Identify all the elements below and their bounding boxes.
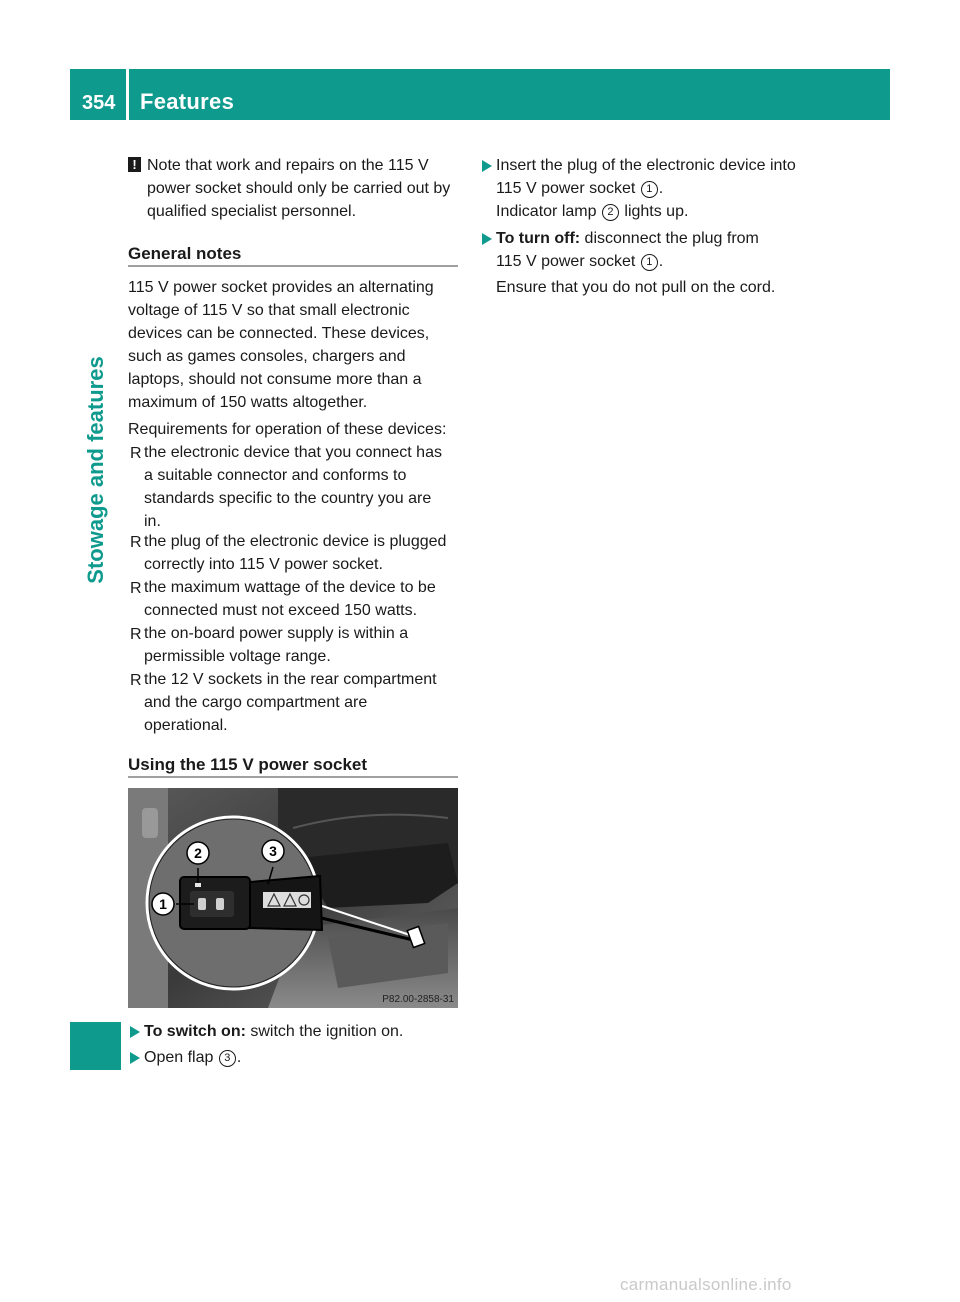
bullet-marker: R — [130, 580, 142, 597]
para-line: voltage of 115 V so that small electronic — [128, 302, 410, 319]
step-open-flap: Open flap 3 . — [144, 1049, 242, 1066]
callout-1: 1 — [159, 896, 167, 912]
bullet-line: the electronic device that you connect has — [144, 444, 442, 461]
bullet-line: the 12 V sockets in the rear compartment — [144, 671, 437, 688]
insert-plug-line-2: 115 V power socket 1 . — [496, 180, 664, 197]
using-socket-heading: Using the 115 V power socket — [128, 755, 368, 774]
heading-rule — [128, 265, 458, 267]
note-line-1: Note that work and repairs on the 115 V — [147, 157, 429, 174]
warning-icon: ! — [128, 157, 141, 172]
insert-plug-line-1: Insert the plug of the electronic device into — [496, 157, 796, 174]
heading-rule — [128, 776, 458, 778]
callout-3: 3 — [269, 843, 277, 859]
callout-2: 2 — [194, 845, 202, 861]
bullet-line: standards specific to the country you are — [144, 490, 432, 507]
bullet-marker: R — [130, 672, 142, 689]
bullet-line: the plug of the electronic device is plugged — [144, 533, 447, 550]
side-tab-label: Stowage and features — [83, 356, 108, 584]
section-title: Features — [140, 89, 235, 114]
step-arrow-icon — [482, 233, 492, 245]
bullet-marker: R — [130, 626, 142, 643]
bullet-line: in. — [144, 513, 161, 530]
step-arrow-icon — [130, 1052, 140, 1064]
step-arrow-icon — [482, 160, 492, 172]
note-line-3: qualified specialist personnel. — [147, 203, 357, 220]
para-line: 115 V power socket provides an alternating — [128, 279, 434, 296]
bullet-line: a suitable connector and conforms to — [144, 467, 407, 484]
note-line-2: power socket should only be carried out by — [147, 180, 451, 197]
bullet-line: permissible voltage range. — [144, 648, 331, 665]
indicator-lamp-line: Indicator lamp 2 lights up. — [496, 203, 689, 220]
bullet-line: correctly into 115 V power socket. — [144, 556, 383, 573]
page-number: 354 — [82, 92, 116, 114]
watermark: carmanualsonline.info — [620, 1275, 792, 1294]
side-tab-marker — [70, 1022, 121, 1070]
turn-off-line-2: 115 V power socket 1 . — [496, 253, 664, 270]
requirements-intro: Requirements for operation of these devices: — [128, 421, 447, 438]
step-switch-on: To switch on: switch the ignition on. — [144, 1023, 404, 1040]
header-divider — [126, 69, 129, 120]
para-line: such as games consoles, chargers and — [128, 348, 406, 365]
bullet-line: operational. — [144, 717, 228, 734]
bullet-marker: R — [130, 445, 142, 462]
bullet-line: the maximum wattage of the device to be — [144, 579, 436, 596]
bullet-marker: R — [130, 534, 142, 551]
step-arrow-icon — [130, 1026, 140, 1038]
general-notes-heading: General notes — [128, 244, 242, 263]
cord-footnote: Ensure that you do not pull on the cord. — [496, 279, 776, 296]
bullet-line: connected must not exceed 150 watts. — [144, 602, 418, 619]
figure-code: P82.00-2858-31 — [382, 994, 454, 1005]
para-line: maximum of 150 watts altogether. — [128, 394, 368, 411]
bullet-line: the on-board power supply is within a — [144, 625, 409, 642]
turn-off-line-1: To turn off: disconnect the plug from — [496, 230, 759, 247]
bullet-line: and the cargo compartment are — [144, 694, 368, 711]
power-socket-figure — [128, 788, 458, 1008]
para-line: laptops, should not consume more than a — [128, 371, 422, 388]
para-line: devices can be connected. These devices, — [128, 325, 430, 342]
